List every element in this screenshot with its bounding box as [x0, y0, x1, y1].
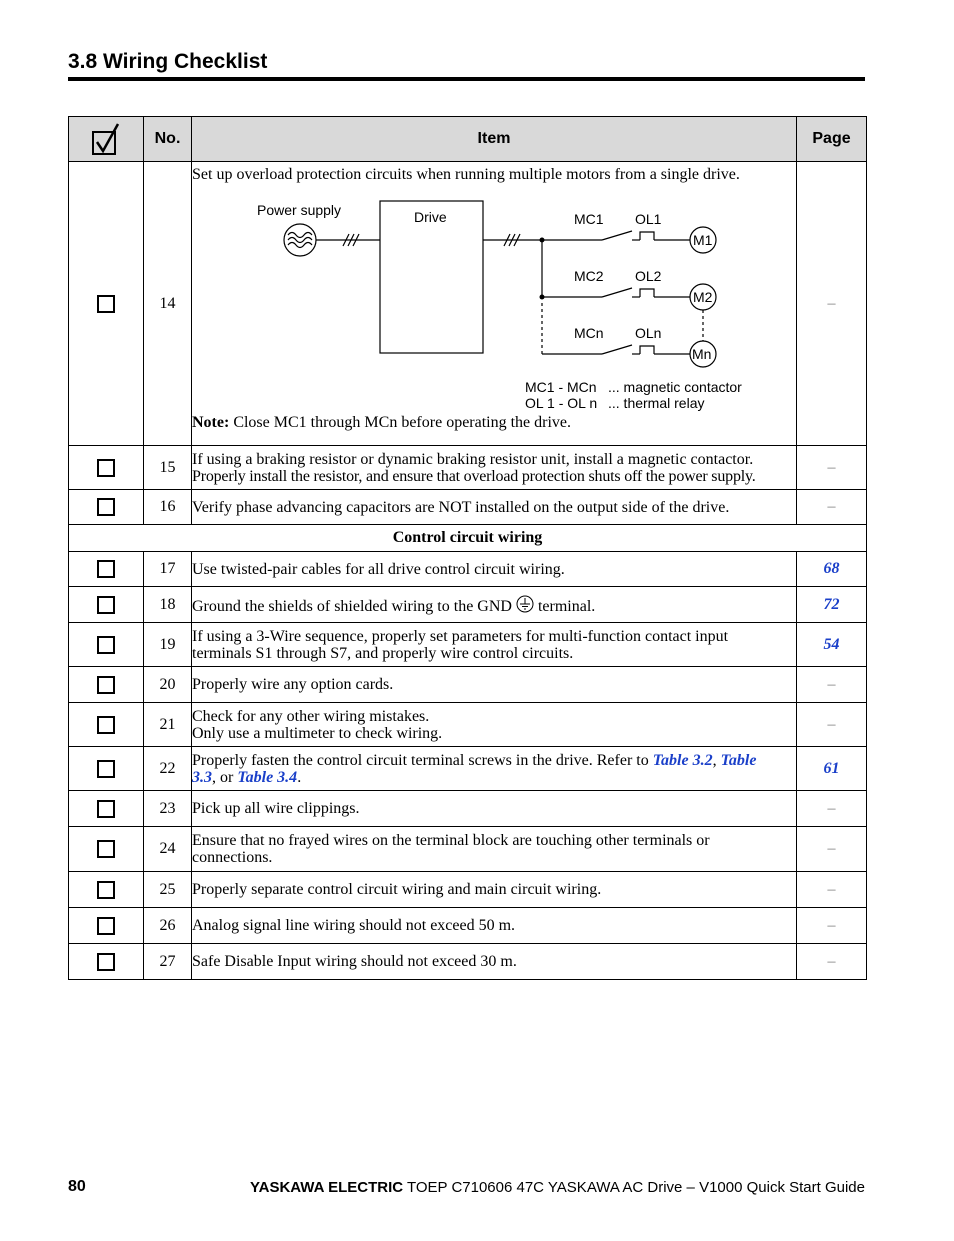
checkbox[interactable]: [97, 800, 115, 818]
table-row: [69, 908, 867, 944]
checkbox[interactable]: [97, 840, 115, 858]
row-page: –: [797, 703, 867, 747]
row-page: –: [797, 827, 867, 872]
row-number: 18: [144, 587, 192, 623]
row-number: 17: [144, 552, 192, 587]
checkbox[interactable]: [97, 676, 115, 694]
row-number: 23: [144, 791, 192, 827]
power-supply-label: Power supply: [257, 202, 342, 218]
page-number: 80: [68, 1178, 86, 1195]
row-item-line: Properly fasten the control circuit terminal screws in the drive. Refer to Table 3.2, Table: [192, 751, 757, 769]
page-link[interactable]: 72: [797, 587, 867, 623]
ground-symbol-icon: [516, 595, 534, 613]
footer-doc-info: [250, 1179, 865, 1196]
row-item: [192, 703, 797, 747]
header-check-cell: [69, 117, 144, 162]
row-number: 24: [144, 827, 192, 872]
checkbox[interactable]: [97, 459, 115, 477]
note-label: Note:: [192, 414, 230, 431]
section-title: 3.8 Wiring Checklist: [68, 50, 268, 73]
table-header-row: [69, 117, 867, 162]
row-item-line: terminals S1 through S7, and properly wire control circuits.: [192, 644, 574, 662]
row-number: 22: [144, 747, 192, 791]
footer-doc-title: TOEP C710606 47C YASKAWA AC Drive – V1000 Quick Start Guide: [403, 1179, 865, 1196]
row-item: Pick up all wire clippings.: [192, 791, 797, 827]
checkbox[interactable]: [97, 295, 115, 313]
table-row: [69, 703, 867, 747]
ac-source-icon: [284, 224, 316, 256]
table-link[interactable]: 3.3: [192, 768, 212, 786]
row-item: [192, 587, 797, 623]
checkbox[interactable]: [97, 917, 115, 935]
row-number: 15: [144, 446, 192, 490]
row-page: –: [797, 446, 867, 490]
header-page: Page: [797, 117, 867, 162]
table-row: [69, 446, 867, 490]
row-page: –: [797, 667, 867, 703]
row-item: [192, 747, 797, 791]
mcn-label: MCn: [574, 325, 604, 341]
row-item-line: Only use a multimeter to check wiring.: [192, 724, 443, 742]
header-no: No.: [144, 117, 192, 162]
table-link[interactable]: Table 3.2: [652, 751, 713, 769]
row-item-line: If using a 3-Wire sequence, properly set parameters for multi-function contact input: [192, 627, 729, 645]
row-item-text: Set up overload protection circuits when running multiple motors from a single drive.: [192, 166, 740, 183]
table-row: [69, 623, 867, 667]
legend-mc-desc: ... magnetic contactor: [608, 379, 742, 395]
mn-label: Mn: [692, 346, 712, 362]
table-row: [69, 827, 867, 872]
wiring-checklist-table: [68, 116, 867, 980]
row-number: 19: [144, 623, 192, 667]
checkmark-box-icon: [91, 122, 121, 156]
drive-label: Drive: [414, 209, 447, 225]
footer-brand: YASKAWA ELECTRIC: [250, 1179, 404, 1196]
table-link[interactable]: Table 3.4: [237, 768, 298, 786]
row-item: Properly separate control circuit wiring and main circuit wiring.: [192, 872, 797, 908]
row-number: 25: [144, 872, 192, 908]
row-note: [192, 414, 796, 431]
row-page: –: [797, 490, 867, 525]
row-item-text: Ground the shields of shielded wiring to the GND: [192, 597, 516, 615]
row-item-line: connections.: [192, 849, 273, 866]
checkbox[interactable]: [97, 498, 115, 516]
overload-protection-diagram: [192, 183, 782, 411]
row-page: –: [797, 162, 867, 446]
row-item: Analog signal line wiring should not exceed 50 m.: [192, 908, 797, 944]
page-link[interactable]: 68: [797, 552, 867, 587]
row-number: 26: [144, 908, 192, 944]
row-item: Verify phase advancing capacitors are NOT installed on the output side of the drive.: [192, 490, 797, 525]
row-item: [192, 162, 797, 446]
row-page: –: [797, 908, 867, 944]
row-number: 14: [144, 162, 192, 446]
checkbox[interactable]: [97, 596, 115, 614]
table-link[interactable]: Table: [720, 751, 757, 769]
ol1-label: OL1: [635, 211, 662, 227]
checkbox[interactable]: [97, 560, 115, 578]
title-rule: [68, 77, 865, 81]
table-row: [69, 552, 867, 587]
legend-ol-desc: ... thermal relay: [608, 395, 705, 411]
table-row: [69, 667, 867, 703]
row-item-line: Check for any other wiring mistakes.: [192, 707, 430, 725]
m1-label: M1: [693, 232, 713, 248]
row-number: 21: [144, 703, 192, 747]
table-row: [69, 490, 867, 525]
page-link[interactable]: 54: [797, 623, 867, 667]
row-item-text: terminal.: [533, 597, 596, 615]
mc1-label: MC1: [574, 211, 604, 227]
table-row: [69, 587, 867, 623]
table-row: [69, 872, 867, 908]
page-link[interactable]: 61: [797, 747, 867, 791]
mc2-label: MC2: [574, 268, 604, 284]
checkbox[interactable]: [97, 953, 115, 971]
row-item-line: Properly install the resistor, and ensure that overload protection shuts off the power supply.: [192, 467, 756, 485]
legend-mc-label: MC1 - MCn: [525, 379, 597, 395]
row-item-line: Ensure that no frayed wires on the terminal block are touching other terminals or: [192, 832, 710, 849]
checkbox[interactable]: [97, 636, 115, 654]
table-row: [69, 944, 867, 980]
header-item: Item: [192, 117, 797, 162]
table-row: [69, 747, 867, 791]
section-heading: Control circuit wiring: [69, 525, 867, 552]
row-page: –: [797, 791, 867, 827]
checkbox[interactable]: [97, 716, 115, 734]
ol2-label: OL2: [635, 268, 662, 284]
row-page: –: [797, 944, 867, 980]
row-item: Safe Disable Input wiring should not exceed 30 m.: [192, 944, 797, 980]
note-text: Close MC1 through MCn before operating the drive.: [229, 414, 572, 431]
m2-label: M2: [693, 289, 713, 305]
legend-ol-label: OL 1 - OL n: [525, 395, 598, 411]
row-number: 16: [144, 490, 192, 525]
row-page: –: [797, 872, 867, 908]
row-item: Properly wire any option cards.: [192, 667, 797, 703]
row-item: [192, 827, 797, 872]
oln-label: OLn: [635, 325, 662, 341]
table-row: [69, 162, 867, 446]
table-row: [69, 791, 867, 827]
row-number: 27: [144, 944, 192, 980]
row-item-line: 3.3, or Table 3.4.: [192, 768, 302, 786]
section-row: [69, 525, 867, 552]
row-item-line: If using a braking resistor or dynamic braking resistor unit, install a magnetic contactor.: [192, 450, 754, 468]
checkbox[interactable]: [97, 760, 115, 778]
row-item: [192, 446, 797, 490]
row-item: [192, 623, 797, 667]
row-item: Use twisted-pair cables for all drive control circuit wiring.: [192, 552, 797, 587]
row-number: 20: [144, 667, 192, 703]
checkbox[interactable]: [97, 881, 115, 899]
